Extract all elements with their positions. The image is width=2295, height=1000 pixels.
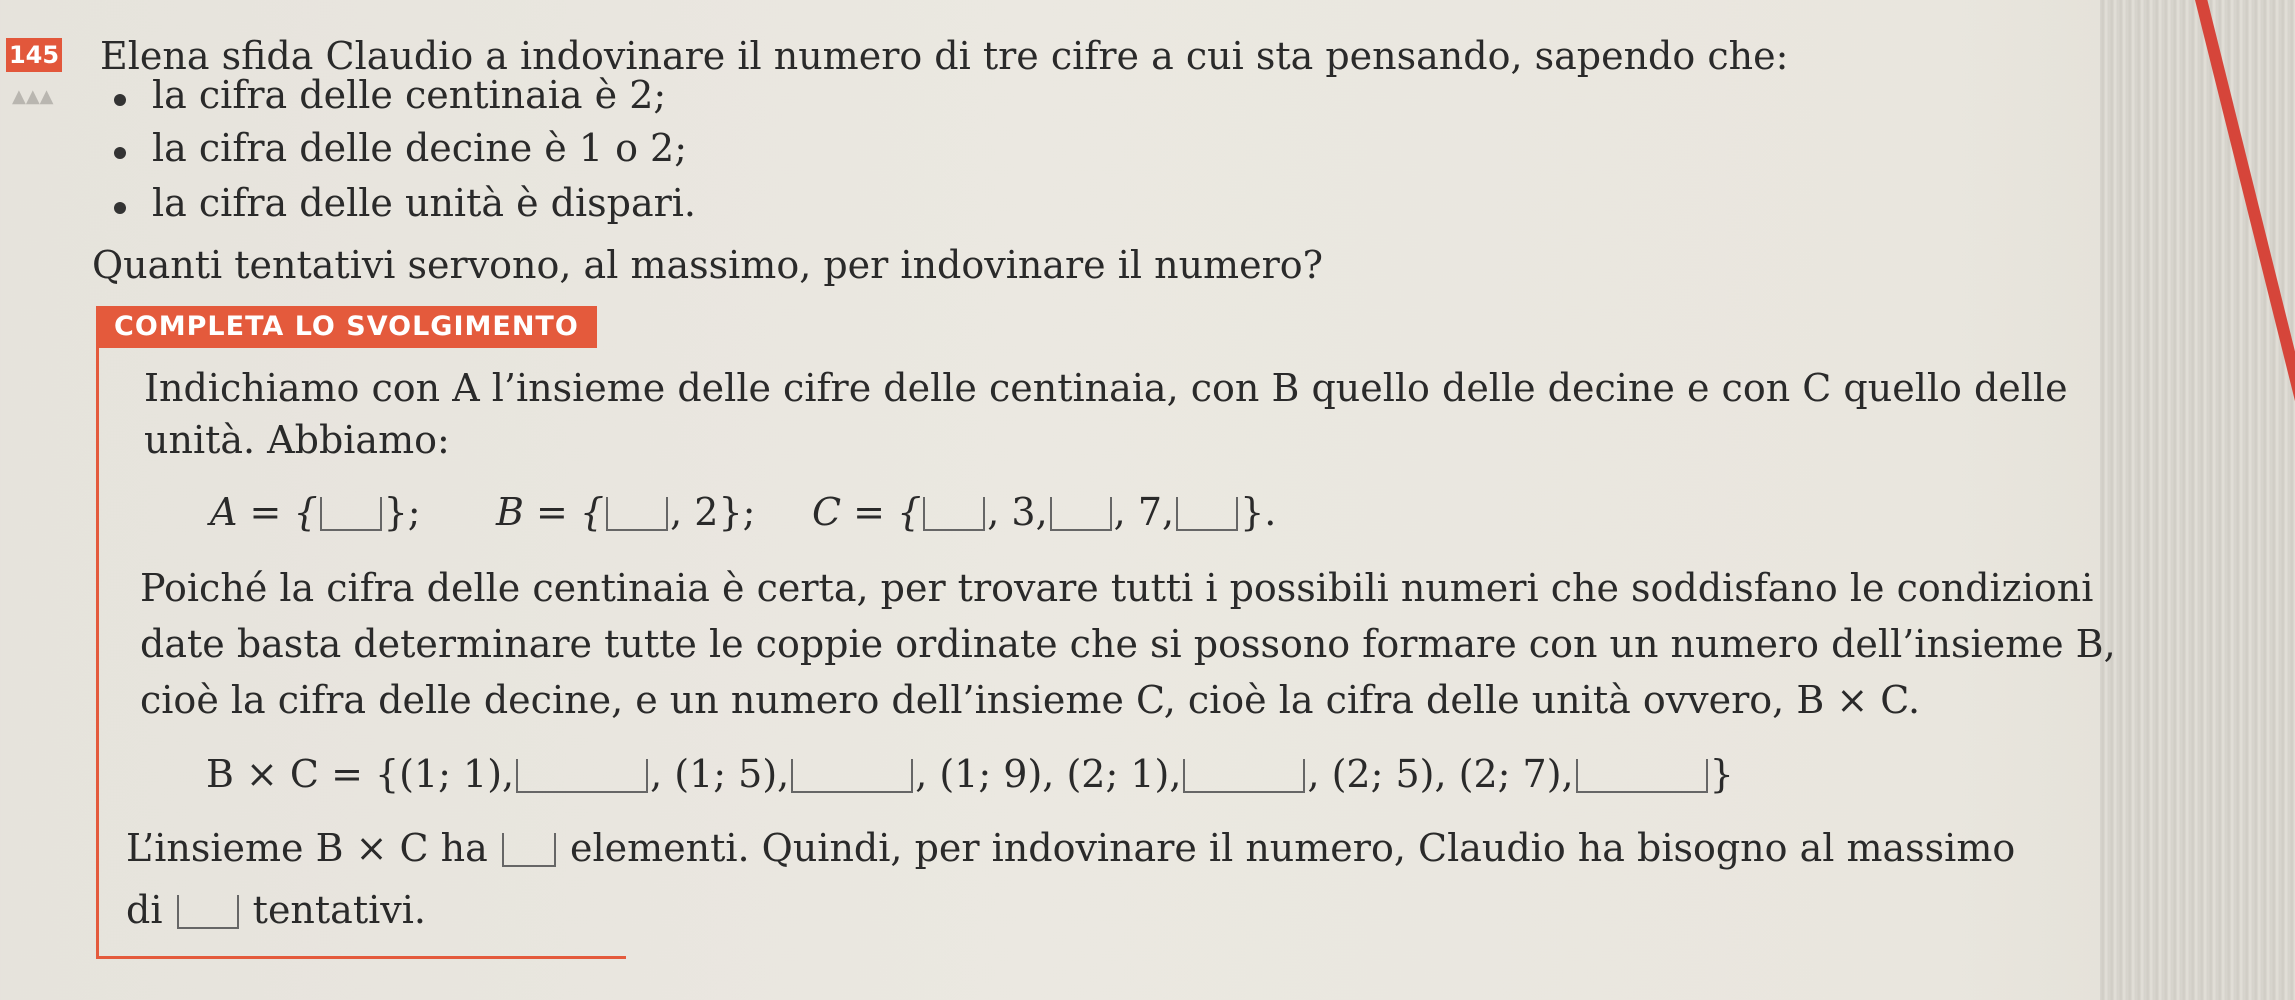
answer-box-b[interactable] [606, 497, 668, 531]
cartesian-product: B × C = {(1; 1), , (1; 5), , (1; 9), (2; 1), , (2; 5), (2; 7), } [206, 752, 1734, 796]
bullet-icon [114, 147, 126, 159]
set-a: A = { }; [210, 490, 421, 534]
paragraph-2-line-2: date basta determinare tutte le coppie ordinate che si possono formare con un numero dell’insieme B, [140, 622, 2116, 666]
condition-1: la cifra delle centinaia è 2; [152, 73, 667, 117]
difficulty-marks: ▲▲▲ [12, 86, 54, 107]
exercise-intro: Elena sfida Claudio a indovinare il numero di tre cifre a cui sta pensando, sapendo che: [100, 34, 1789, 78]
set-b: B = { , 2}; [496, 490, 756, 534]
answer-box-a[interactable] [320, 497, 382, 531]
answer-box-attempts[interactable] [177, 895, 239, 929]
answer-box-c1[interactable] [923, 497, 985, 531]
set-c: C = { , 3, , 7, }. [812, 490, 1277, 534]
paragraph-2-line-1: Poiché la cifra delle centinaia è certa, per trovare tutti i possibili numeri che soddisfano le condizioni [140, 566, 2094, 610]
condition-3: la cifra delle unità è dispari. [152, 181, 697, 225]
section-frame-bottom [96, 956, 626, 959]
section-heading: COMPLETA LO SVOLGIMENTO [96, 306, 597, 348]
answer-box-pair-1[interactable] [516, 759, 648, 793]
paragraph-2-line-3: cioè la cifra delle decine, e un numero dell’insieme C, cioè la cifra delle unità ovvero, B × C. [140, 678, 1921, 722]
page-stack-edge [2100, 0, 2295, 1000]
answer-box-pair-3[interactable] [1183, 759, 1305, 793]
answer-box-pair-4[interactable] [1576, 759, 1708, 793]
bullet-icon [114, 94, 126, 106]
bullet-icon [114, 202, 126, 214]
paragraph-4: di tentativi. [126, 888, 426, 932]
exercise-number: 145 [6, 38, 62, 72]
answer-box-count[interactable] [502, 833, 556, 867]
exercise-question: Quanti tentativi servono, al massimo, per indovinare il numero? [92, 243, 1323, 287]
paragraph-1-line-2: unità. Abbiamo: [144, 418, 450, 462]
answer-box-c3[interactable] [1176, 497, 1238, 531]
section-frame-left [96, 348, 99, 958]
paragraph-3: L’insieme B × C ha elementi. Quindi, per indovinare il numero, Claudio ha bisogno al massimo [126, 826, 2016, 870]
condition-2: la cifra delle decine è 1 o 2; [152, 126, 688, 170]
paragraph-1-line-1: Indichiamo con A l’insieme delle cifre delle centinaia, con B quello delle decine e con C quello delle [144, 366, 2068, 410]
answer-box-pair-2[interactable] [791, 759, 913, 793]
answer-box-c2[interactable] [1050, 497, 1112, 531]
